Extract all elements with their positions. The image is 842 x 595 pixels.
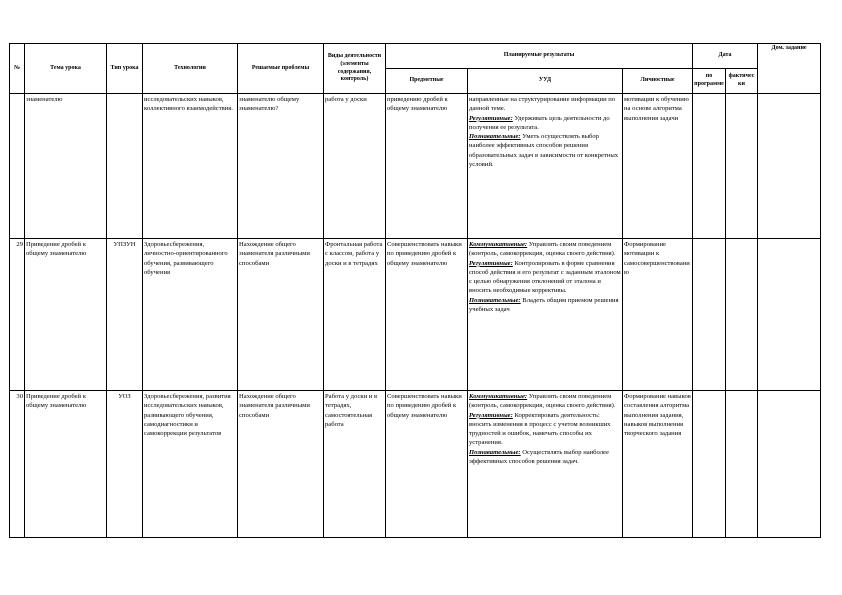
cell-plan: [693, 391, 726, 538]
cell-topic: Приведение дробей к общему знаменателю: [25, 239, 107, 391]
cell-num: [10, 94, 25, 239]
header-topic: Тема урока: [25, 44, 107, 94]
cell-subject: Совершенствовать навыки по приведению дробей к общему знаменателю: [386, 391, 468, 538]
cell-type: УПЗУН: [107, 239, 143, 391]
cell-subject: приведению дробей к общему знаменателю: [386, 94, 468, 239]
header-num: №: [10, 44, 25, 94]
header-fact: фактически: [726, 69, 758, 94]
cell-type: УОЗ: [107, 391, 143, 538]
cell-tech: исследовательских навыков, коллективного взаимодействия.: [143, 94, 238, 239]
cell-homework: [758, 239, 821, 391]
cell-uud: [468, 239, 623, 391]
header-activity: Виды деятельности (элементы содержания, контроль): [324, 44, 386, 94]
cell-num: 30: [10, 391, 25, 538]
cell-tech: Здоровьесбережения, развития исследовательских навыков, развивающего обучения, самодиагностики и самокоррекции результатов: [143, 391, 238, 538]
uud-item: Коммуникативные: Управлять своим поведением (контроль, самокоррекция, оценка своего действия).: [469, 241, 616, 258]
cell-problems: Нахождение общего знаменателя различными способами: [238, 239, 324, 391]
uud-item: Познавательные: Владеть общим приемом решения учебных задач: [469, 296, 619, 314]
cell-uud: [468, 94, 623, 239]
lesson-plan-table: [9, 43, 821, 538]
cell-plan: [693, 239, 726, 391]
cell-personal: Формирование навыков составления алгоритма выполнения задания, навыков выполнения творческого задания: [623, 391, 693, 538]
cell-tech: Здоровьесбережения, личностно-ориентированного обучения, развивающего обучения: [143, 239, 238, 391]
cell-fact: [726, 239, 758, 391]
cell-fact: [726, 94, 758, 239]
table-row: [10, 94, 821, 239]
uud-item: Регулятивные: Корректировать деятельность: вносить изменения в процесс с учетом возникших трудностей и ошибок, намечать способы их устранения.: [469, 411, 611, 447]
cell-homework: [758, 94, 821, 239]
cell-personal: Формирование мотивации к самосовершенствованию: [623, 239, 693, 391]
cell-problems: Нахождение общего знаменателя различными способами: [238, 391, 324, 538]
header-problems: Решаемые проблемы: [238, 44, 324, 94]
uud-item: направленные на структурирование информации по данной теме.: [469, 96, 616, 113]
header-results: Планируемые результаты: [386, 44, 693, 69]
cell-fact: [726, 391, 758, 538]
header-tech: Технологии: [143, 44, 238, 94]
header-personal: Личностные: [623, 69, 693, 94]
header-homework: Дом. задание: [758, 44, 821, 94]
uud-item: Коммуникативные: Управлять своим поведением (контроль, самокоррекция, оценка своего действия).: [469, 393, 616, 410]
cell-activity: работа у доски: [324, 94, 386, 239]
cell-topic: знаменателю: [25, 94, 107, 239]
uud-item: Познавательные: Уметь осуществлять выбор наиболее эффективных способов решения образовательных задач в зависимости от конкретных условий.: [469, 133, 619, 169]
cell-personal: мотивации к обучению на основе алгоритма выполнения задачи: [623, 94, 693, 239]
table-row: [10, 391, 821, 538]
cell-uud: [468, 391, 623, 538]
cell-num: 29: [10, 239, 25, 391]
header-type: Тип урока: [107, 44, 143, 94]
cell-activity: Работа у доски и в тетрадях, самостоятельная работа: [324, 391, 386, 538]
table-row: [10, 239, 821, 391]
cell-type: [107, 94, 143, 239]
cell-homework: [758, 391, 821, 538]
uud-item: Познавательные: Осуществлять выбор наиболее эффективных способов решения задач.: [469, 448, 609, 466]
header-plan: по программе: [693, 69, 726, 94]
header-subject: Предметные: [386, 69, 468, 94]
header-uud: УУД: [468, 69, 623, 94]
header-date: Дата: [693, 44, 758, 69]
uud-item: Регулятивные: Удерживать цель деятельности до получения ее результата.: [469, 114, 610, 131]
uud-item: Регулятивные: Контролировать в форме сравнения способ действия и его результат с заданным эталоном с целью обнаружения отклонений от эталона и вносить необходимые коррективы.: [469, 259, 621, 295]
cell-problems: знаменателю общему знаменателю?: [238, 94, 324, 239]
cell-topic: Приведение дробей к общему знаменателю: [25, 391, 107, 538]
cell-activity: Фронтальная работа с классом, работа у доски и в тетрадях: [324, 239, 386, 391]
cell-subject: Совершенствовать навыки по приведению дробей к общему знаменателю: [386, 239, 468, 391]
cell-plan: [693, 94, 726, 239]
